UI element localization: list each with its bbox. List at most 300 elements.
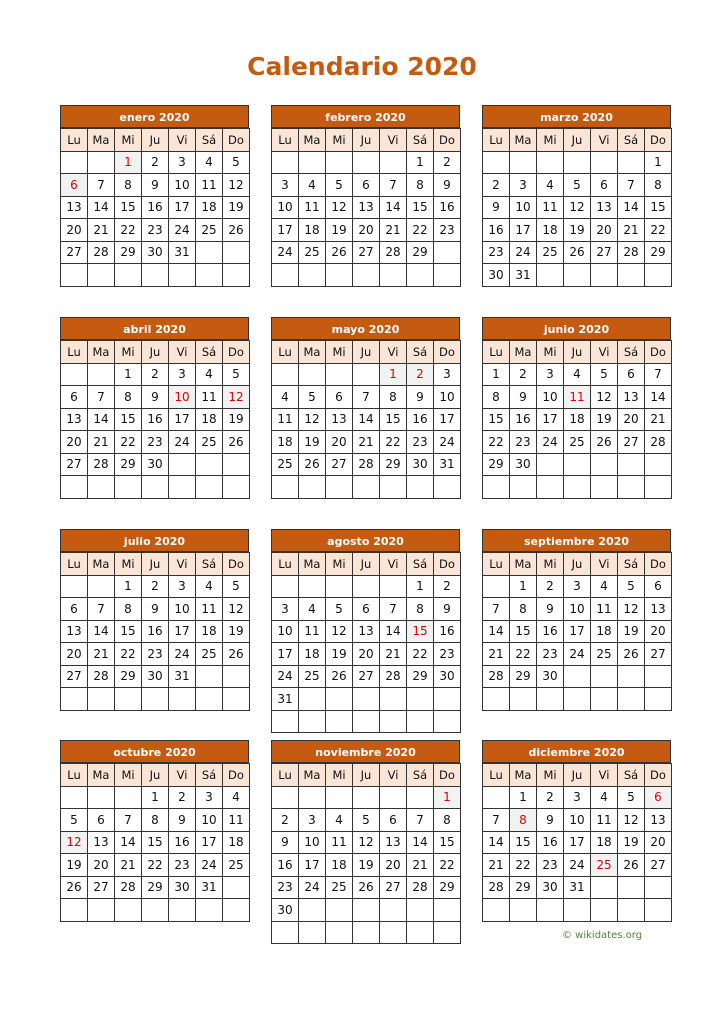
empty-day-cell [223, 665, 250, 688]
day-cell: 12 [326, 196, 353, 219]
week-row [272, 665, 461, 688]
empty-day-cell [272, 363, 299, 386]
day-cell: 27 [61, 241, 88, 264]
day-cell: 9 [537, 809, 564, 832]
month-block [482, 740, 671, 922]
day-cell: 24 [196, 854, 223, 877]
empty-day-cell [537, 264, 564, 287]
day-cell: 24 [169, 643, 196, 666]
week-row [61, 876, 250, 899]
day-cell: 9 [434, 598, 461, 621]
day-cell: 2 [434, 151, 461, 174]
empty-day-cell [223, 876, 250, 899]
empty-day-cell [618, 264, 645, 287]
empty-day-cell [272, 476, 299, 499]
empty-day-cell [326, 899, 353, 922]
day-cell: 25 [196, 643, 223, 666]
day-cell: 16 [434, 196, 461, 219]
weekday-label: Do [645, 341, 672, 364]
empty-day-cell [326, 151, 353, 174]
weekday-row [272, 764, 461, 787]
month-block [271, 529, 460, 733]
month-days-table [482, 552, 672, 711]
day-cell: 2 [142, 575, 169, 598]
week-row [272, 196, 461, 219]
weekday-label: Do [223, 553, 250, 576]
day-cell: 23 [434, 219, 461, 242]
empty-day-cell [564, 264, 591, 287]
week-row [272, 264, 461, 287]
weekday-label: Lu [483, 129, 510, 152]
day-cell: 17 [272, 643, 299, 666]
empty-day-cell [223, 476, 250, 499]
day-cell: 14 [407, 831, 434, 854]
empty-day-cell [564, 453, 591, 476]
empty-day-cell [88, 575, 115, 598]
weekday-row [272, 129, 461, 152]
day-cell: 9 [142, 174, 169, 197]
day-cell: 6 [645, 575, 672, 598]
day-cell: 6 [326, 386, 353, 409]
empty-day-cell [299, 476, 326, 499]
day-cell: 7 [618, 174, 645, 197]
day-cell: 16 [142, 196, 169, 219]
empty-day-cell [407, 264, 434, 287]
empty-day-cell [272, 710, 299, 733]
day-cell: 15 [483, 408, 510, 431]
day-cell: 14 [380, 196, 407, 219]
empty-day-cell [537, 899, 564, 922]
day-cell: 7 [483, 809, 510, 832]
day-cell: 6 [591, 174, 618, 197]
day-cell: 1 [115, 575, 142, 598]
week-row [272, 151, 461, 174]
empty-day-cell [88, 151, 115, 174]
week-row [483, 598, 672, 621]
empty-day-cell [380, 786, 407, 809]
day-cell: 25 [299, 665, 326, 688]
day-cell: 10 [272, 196, 299, 219]
weekday-label: Ju [353, 341, 380, 364]
empty-day-cell [483, 899, 510, 922]
day-cell: 15 [510, 620, 537, 643]
day-cell: 28 [88, 241, 115, 264]
day-cell: 17 [299, 854, 326, 877]
day-cell: 22 [115, 219, 142, 242]
day-cell: 16 [537, 620, 564, 643]
day-cell: 20 [591, 219, 618, 242]
day-cell: 4 [196, 363, 223, 386]
empty-day-cell [380, 688, 407, 711]
empty-day-cell [326, 575, 353, 598]
day-cell: 12 [299, 408, 326, 431]
week-row [272, 476, 461, 499]
month-block [60, 740, 249, 922]
day-cell: 18 [196, 408, 223, 431]
day-cell: 4 [196, 151, 223, 174]
day-cell: 19 [591, 408, 618, 431]
empty-day-cell [272, 151, 299, 174]
day-cell: 12 [326, 620, 353, 643]
day-cell: 2 [272, 809, 299, 832]
day-cell: 30 [272, 899, 299, 922]
day-cell: 29 [380, 453, 407, 476]
day-cell: 5 [591, 363, 618, 386]
day-cell: 11 [537, 196, 564, 219]
day-cell: 23 [510, 431, 537, 454]
empty-day-cell [618, 151, 645, 174]
month-header: marzo 2020 [482, 105, 671, 128]
weekday-label: Ma [510, 553, 537, 576]
day-cell: 15 [115, 408, 142, 431]
empty-day-cell [353, 476, 380, 499]
day-cell: 28 [483, 876, 510, 899]
day-cell: 25 [196, 431, 223, 454]
day-cell: 1 [407, 151, 434, 174]
day-cell: 24 [272, 665, 299, 688]
month-header: diciembre 2020 [482, 740, 671, 763]
day-cell: 8 [115, 598, 142, 621]
empty-day-cell [299, 575, 326, 598]
day-cell: 7 [407, 809, 434, 832]
weekday-label: Ma [299, 341, 326, 364]
empty-day-cell [591, 876, 618, 899]
day-cell: 20 [645, 620, 672, 643]
week-row [483, 431, 672, 454]
day-cell: 26 [299, 453, 326, 476]
empty-day-cell [434, 241, 461, 264]
day-cell: 23 [142, 219, 169, 242]
week-row [483, 363, 672, 386]
month-days-table [60, 128, 250, 287]
day-cell: 17 [434, 408, 461, 431]
day-cell: 11 [299, 620, 326, 643]
day-cell: 5 [326, 598, 353, 621]
weekday-label: Vi [169, 553, 196, 576]
week-row [61, 151, 250, 174]
day-cell: 16 [510, 408, 537, 431]
day-cell: 25 [591, 643, 618, 666]
empty-day-cell [618, 476, 645, 499]
month-block [482, 529, 671, 711]
weekday-label: Mi [115, 764, 142, 787]
empty-day-cell [591, 665, 618, 688]
day-cell: 7 [115, 809, 142, 832]
month-days-table [482, 340, 672, 499]
day-cell: 29 [407, 241, 434, 264]
day-cell: 21 [483, 854, 510, 877]
empty-day-cell [88, 476, 115, 499]
day-cell: 13 [353, 620, 380, 643]
weekday-label: Do [434, 341, 461, 364]
day-cell: 12 [223, 598, 250, 621]
weekday-label: Ma [510, 764, 537, 787]
day-cell: 21 [618, 219, 645, 242]
day-cell: 4 [196, 575, 223, 598]
week-row [483, 643, 672, 666]
day-cell: 7 [380, 174, 407, 197]
weekday-label: Ma [88, 553, 115, 576]
empty-day-cell [115, 899, 142, 922]
weekday-row [483, 341, 672, 364]
day-cell: 31 [564, 876, 591, 899]
weekday-row [61, 764, 250, 787]
day-cell: 22 [142, 854, 169, 877]
weekday-label: Do [645, 764, 672, 787]
day-cell: 24 [299, 876, 326, 899]
empty-day-cell [326, 921, 353, 944]
weekday-label: Mi [537, 341, 564, 364]
day-cell: 21 [380, 219, 407, 242]
day-cell: 30 [142, 453, 169, 476]
week-row [483, 831, 672, 854]
week-row [272, 710, 461, 733]
weekday-label: Lu [272, 341, 299, 364]
holiday-day-cell: 6 [61, 174, 88, 197]
empty-day-cell [88, 786, 115, 809]
week-row [272, 831, 461, 854]
week-row [483, 876, 672, 899]
day-cell: 27 [591, 241, 618, 264]
empty-day-cell [645, 476, 672, 499]
day-cell: 9 [483, 196, 510, 219]
day-cell: 9 [169, 809, 196, 832]
empty-day-cell [537, 453, 564, 476]
empty-day-cell [61, 786, 88, 809]
month-days-table [271, 340, 461, 499]
week-row [61, 196, 250, 219]
weekday-row [483, 764, 672, 787]
week-row [61, 264, 250, 287]
day-cell: 31 [510, 264, 537, 287]
empty-day-cell [61, 476, 88, 499]
day-cell: 24 [510, 241, 537, 264]
empty-day-cell [353, 899, 380, 922]
day-cell: 4 [272, 386, 299, 409]
weekday-label: Lu [61, 129, 88, 152]
day-cell: 7 [483, 598, 510, 621]
day-cell: 13 [61, 408, 88, 431]
day-cell: 11 [223, 809, 250, 832]
empty-day-cell [537, 151, 564, 174]
day-cell: 12 [618, 809, 645, 832]
weekday-row [272, 341, 461, 364]
week-row [483, 665, 672, 688]
empty-day-cell [380, 151, 407, 174]
week-row [483, 408, 672, 431]
week-row [483, 854, 672, 877]
day-cell: 13 [61, 620, 88, 643]
empty-day-cell [88, 264, 115, 287]
month-days-table [271, 763, 461, 944]
day-cell: 16 [483, 219, 510, 242]
empty-day-cell [196, 264, 223, 287]
month-block [271, 740, 460, 944]
day-cell: 11 [196, 174, 223, 197]
day-cell: 25 [537, 241, 564, 264]
day-cell: 27 [353, 241, 380, 264]
day-cell: 6 [61, 386, 88, 409]
day-cell: 3 [434, 363, 461, 386]
day-cell: 25 [299, 241, 326, 264]
day-cell: 29 [407, 665, 434, 688]
day-cell: 7 [88, 174, 115, 197]
day-cell: 5 [223, 363, 250, 386]
weekday-label: Vi [591, 341, 618, 364]
empty-day-cell [407, 710, 434, 733]
day-cell: 17 [510, 219, 537, 242]
empty-day-cell [510, 476, 537, 499]
day-cell: 14 [353, 408, 380, 431]
weekday-label: Ju [564, 129, 591, 152]
day-cell: 10 [564, 598, 591, 621]
day-cell: 10 [169, 174, 196, 197]
empty-day-cell [169, 476, 196, 499]
day-cell: 11 [591, 809, 618, 832]
day-cell: 28 [353, 453, 380, 476]
footer-credit: © wikidates.org [562, 930, 643, 941]
weekday-label: Ma [510, 129, 537, 152]
empty-day-cell [326, 264, 353, 287]
month-block [271, 317, 460, 499]
day-cell: 28 [88, 453, 115, 476]
day-cell: 11 [196, 598, 223, 621]
month-days-table [482, 763, 672, 922]
empty-day-cell [353, 264, 380, 287]
day-cell: 7 [645, 363, 672, 386]
weekday-label: Lu [272, 764, 299, 787]
day-cell: 17 [537, 408, 564, 431]
day-cell: 22 [115, 643, 142, 666]
empty-day-cell [645, 665, 672, 688]
day-cell: 13 [326, 408, 353, 431]
month-block [482, 317, 671, 499]
day-cell: 3 [299, 809, 326, 832]
day-cell: 4 [299, 598, 326, 621]
empty-day-cell [223, 241, 250, 264]
empty-day-cell [564, 151, 591, 174]
empty-day-cell [434, 899, 461, 922]
day-cell: 3 [169, 363, 196, 386]
day-cell: 13 [645, 809, 672, 832]
day-cell: 9 [142, 386, 169, 409]
empty-day-cell [88, 688, 115, 711]
day-cell: 3 [169, 575, 196, 598]
day-cell: 19 [223, 408, 250, 431]
day-cell: 23 [537, 854, 564, 877]
day-cell: 20 [88, 854, 115, 877]
empty-day-cell [223, 688, 250, 711]
day-cell: 16 [142, 408, 169, 431]
day-cell: 10 [272, 620, 299, 643]
day-cell: 16 [169, 831, 196, 854]
day-cell: 14 [88, 196, 115, 219]
weekday-label: Vi [591, 764, 618, 787]
weekday-label: Mi [115, 129, 142, 152]
weekday-label: Lu [483, 764, 510, 787]
day-cell: 28 [380, 665, 407, 688]
day-cell: 9 [510, 386, 537, 409]
holiday-day-cell: 12 [61, 831, 88, 854]
empty-day-cell [88, 899, 115, 922]
week-row [483, 264, 672, 287]
weekday-label: Mi [326, 341, 353, 364]
weekday-label: Sá [618, 129, 645, 152]
day-cell: 5 [223, 151, 250, 174]
week-row [61, 786, 250, 809]
empty-day-cell [196, 476, 223, 499]
empty-day-cell [564, 665, 591, 688]
day-cell: 4 [591, 786, 618, 809]
day-cell: 11 [299, 196, 326, 219]
day-cell: 5 [564, 174, 591, 197]
month-days-table [482, 128, 672, 287]
empty-day-cell [407, 899, 434, 922]
day-cell: 5 [618, 575, 645, 598]
empty-day-cell [272, 786, 299, 809]
day-cell: 12 [223, 174, 250, 197]
day-cell: 30 [407, 453, 434, 476]
day-cell: 22 [510, 854, 537, 877]
weekday-label: Mi [326, 764, 353, 787]
day-cell: 17 [272, 219, 299, 242]
day-cell: 1 [115, 363, 142, 386]
day-cell: 26 [223, 431, 250, 454]
day-cell: 14 [115, 831, 142, 854]
week-row [272, 363, 461, 386]
empty-day-cell [591, 264, 618, 287]
week-row [61, 241, 250, 264]
empty-day-cell [142, 476, 169, 499]
day-cell: 20 [645, 831, 672, 854]
weekday-label: Sá [407, 129, 434, 152]
empty-day-cell [434, 710, 461, 733]
month-header: enero 2020 [60, 105, 249, 128]
day-cell: 2 [483, 174, 510, 197]
weekday-label: Ju [564, 764, 591, 787]
weekday-label: Vi [380, 764, 407, 787]
month-header: noviembre 2020 [271, 740, 460, 763]
day-cell: 2 [537, 575, 564, 598]
empty-day-cell [510, 151, 537, 174]
week-row [483, 476, 672, 499]
empty-day-cell [299, 688, 326, 711]
day-cell: 28 [483, 665, 510, 688]
day-cell: 7 [380, 598, 407, 621]
day-cell: 19 [326, 219, 353, 242]
day-cell: 16 [407, 408, 434, 431]
week-row [272, 575, 461, 598]
day-cell: 8 [407, 174, 434, 197]
day-cell: 30 [434, 665, 461, 688]
day-cell: 4 [326, 809, 353, 832]
empty-day-cell [353, 575, 380, 598]
empty-day-cell [483, 786, 510, 809]
weekday-label: Ma [88, 341, 115, 364]
weekday-label: Vi [169, 764, 196, 787]
day-cell: 21 [88, 643, 115, 666]
day-cell: 10 [299, 831, 326, 854]
day-cell: 19 [61, 854, 88, 877]
empty-day-cell [434, 476, 461, 499]
day-cell: 4 [537, 174, 564, 197]
day-cell: 27 [380, 876, 407, 899]
day-cell: 18 [196, 196, 223, 219]
week-row [272, 598, 461, 621]
month-block [60, 105, 249, 287]
weekday-label: Ju [353, 553, 380, 576]
day-cell: 21 [115, 854, 142, 877]
